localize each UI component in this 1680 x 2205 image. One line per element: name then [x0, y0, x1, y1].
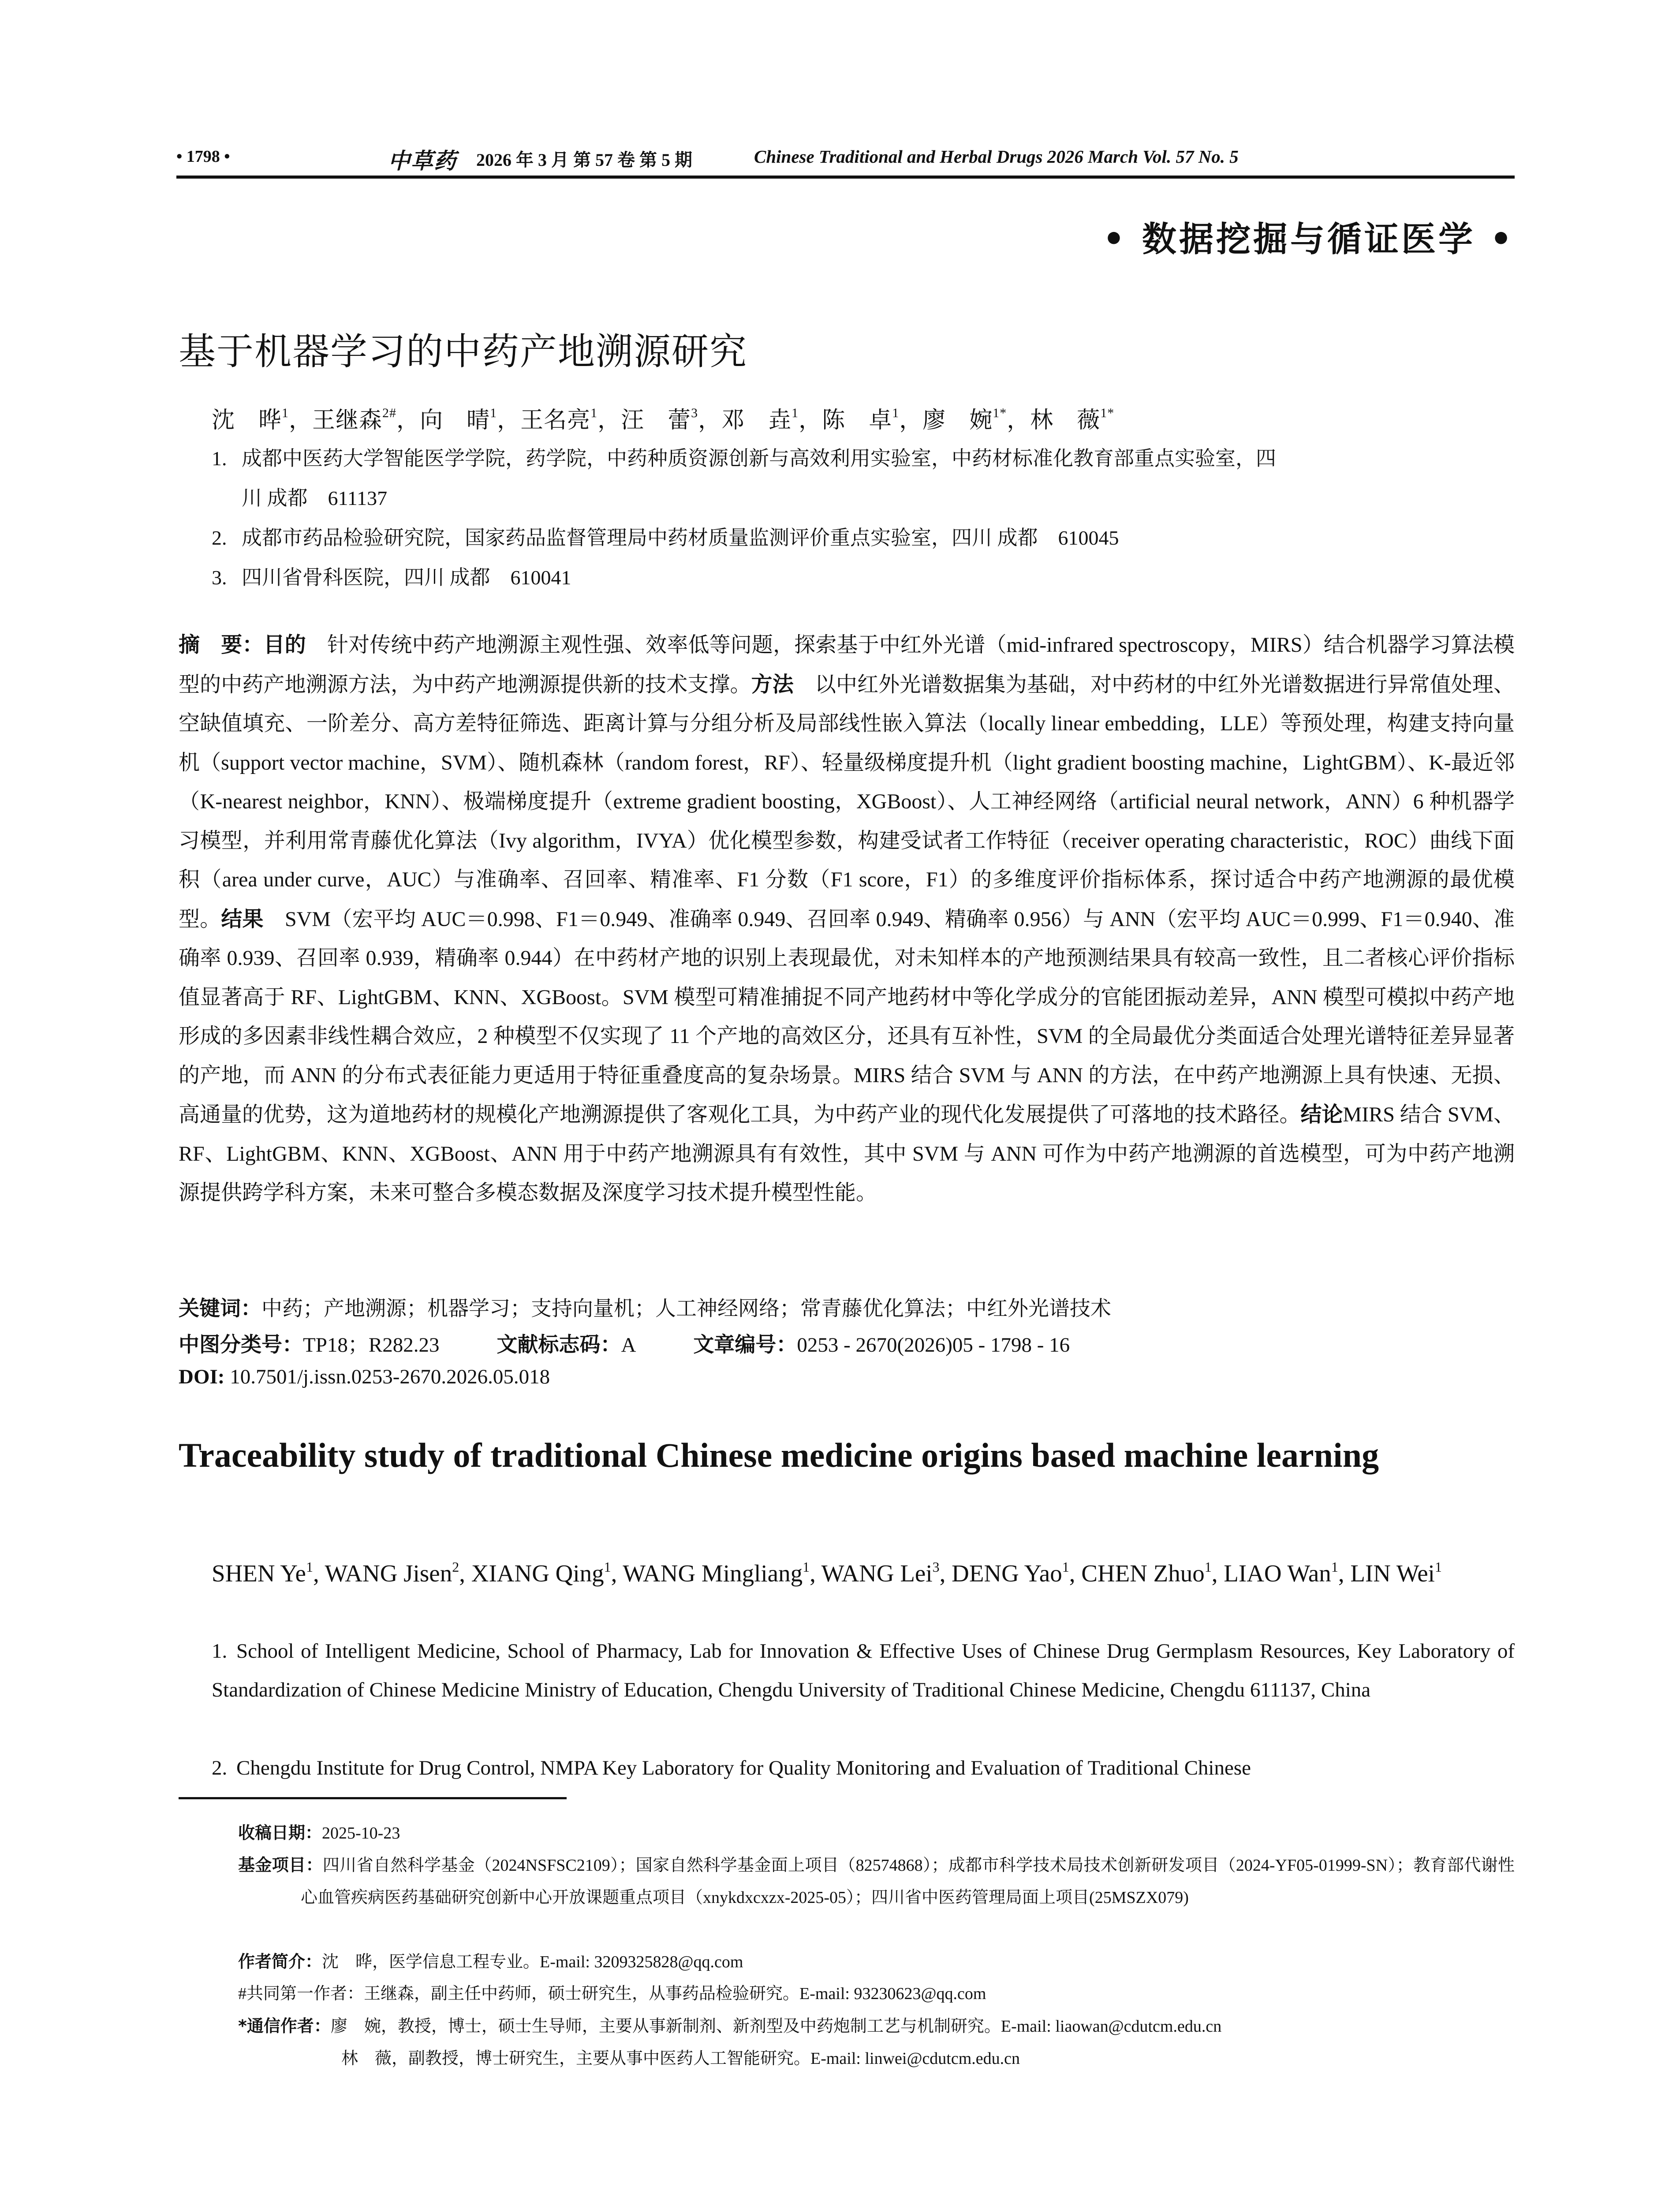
results-text: SVM（宏平均 AUC＝0.998、F1＝0.949、准确率 0.949、召回率 0.949、精确率 0.956）与 ANN（宏平均 AUC＝0.999、F1＝0.940、准确率 0.939、召回率 0.939，精确率 0.944）在中药材产地的识别上表现最优，对未知样本的产地预测结果具有较高一致性，且二者核心评价指标值显著高于 RF、LightGBM、KNN、XGBoost。SVM 模型可精准捕捉不同产地药材中等化学成分的官能团振动差异，ANN 模型可模拟中药产地形成的多因素非线性耦合效应，2 种模型不仅实现了 11 个产地的高效区分，还具有互补性，SVM 的全局最优分类面适合处理光谱特征差异显著的产地，而 ANN 的分布式表征能力更适用于特征重叠度高的复杂场景。MIRS 结合 SVM 与 ANN 的方法，在中药产地溯源上具有快速、无损、高通量的优势，这为道地药材的规模化产地溯源提供了客观化工具，为中药产业的现代化发展提供了可落地的技术路径。: [179, 907, 1515, 1126]
methods-text: 以中红外光谱数据集为基础，对中药材的中红外光谱数据进行异常值处理、空缺值填充、一阶差分、高方差特征筛选、距离计算与分组分析及局部线性嵌入算法（locally linear embedding，LLE）等预处理，构建支持向量机（support vector machine，SVM）、随机森林（random forest，RF）、轻量级梯度提升机（light gradient boosting machine，LightGBM）、K-最近邻（K-nearest neighbor，KNN）、极端梯度提升（extreme gradient boosting，XGBoost）、人工神经网络（artificial neural network，ANN）6 种机器学习模型，并利用常青藤优化算法（Ivy algorithm，IVYA）优化模型参数，构建受试者工作特征（receiver operating characteristic，ROC）曲线下面积（area under curve，AUC）与准确率、召回率、精准率、F1 分数（F1 score，F1）的多维度评价指标体系，探讨适合中药产地溯源的最优模型。: [179, 673, 1515, 931]
author-name: WANG Mingliang: [623, 1560, 803, 1587]
author-affiliation-mark: 1: [1062, 1559, 1069, 1575]
author-separator: ，: [899, 408, 923, 433]
author-name: 向 晴: [420, 408, 490, 433]
author-separator: ,: [459, 1560, 471, 1587]
author-name: 廖 婉: [922, 408, 993, 433]
author-list-cn: [212, 401, 1114, 434]
footnote-cofirst: [238, 1978, 1515, 2010]
author-separator: ,: [611, 1560, 623, 1587]
author-name: 林 薇: [1030, 408, 1101, 433]
author-name: CHEN Zhuo: [1081, 1560, 1205, 1587]
author-separator: ,: [1211, 1560, 1224, 1587]
affiliation-cn-1: [212, 439, 1512, 518]
footnote-rule: [179, 1797, 567, 1799]
corr-text-2: 林 薇，副教授，博士研究生，主要从事中医药人工智能研究。E-mail: linwei@cdutcm.edu.cn: [341, 2049, 1020, 2068]
affiliation-number: 1.: [212, 447, 227, 470]
affiliation-cn-2: [212, 518, 1512, 558]
corr-label: *通信作者：: [238, 2016, 331, 2036]
footnote-received: [238, 1817, 1515, 1850]
article-title-en: Traceability study of traditional Chinese medicine origins based machine learning: [179, 1436, 1379, 1474]
article-no-label: 文章编号：: [693, 1333, 797, 1357]
author-name: DENG Yao: [952, 1560, 1062, 1587]
classification-line: [179, 1328, 1070, 1358]
bio-label: 作者简介：: [238, 1952, 322, 1971]
purpose-text: 针对传统中药产地溯源主观性强、效率低等问题，探索基于中红外光谱（mid-infrared spectroscopy，MIRS）结合机器学习算法模型的中药产地溯源方法，为中药产地溯源提供新的技术支撑。: [179, 633, 1515, 696]
author-name: LIN Wei: [1350, 1560, 1435, 1587]
author-separator: ，: [396, 408, 420, 433]
author-affiliation-mark: 1: [1204, 1559, 1212, 1575]
author-list-en: [212, 1548, 1515, 1592]
author-affiliation-mark: 1: [1434, 1559, 1442, 1575]
author-affiliation-mark: 1: [306, 1559, 313, 1575]
doc-code-value: A: [621, 1334, 636, 1357]
author-affiliation-mark: 1: [791, 406, 799, 420]
footnote-fund: [238, 1849, 1515, 1914]
fund-text: 四川省自然科学基金（2024NSFSC2109）；国家自然科学基金面上项目（82574868）；成都市科学技术局技术创新研发项目（2024-YF05-01999-SN）；教育部代谢性心血管疾病医药基础研究创新中心开放课题重点项目（xnykdxcxzx-2025-05）；四川省中医药管理局面上项目(25MSZX079): [301, 1856, 1515, 1907]
author-separator: ,: [810, 1560, 821, 1587]
affiliation-text: 成都中医药大学智能医学学院，药学院，中药种质资源创新与高效利用实验室，中药材标准化教育部重点实验室，四: [242, 447, 1276, 470]
author-separator: ，: [289, 408, 313, 433]
purpose-label: 目的: [263, 632, 306, 657]
author-affiliation-mark: 1: [604, 1559, 611, 1575]
conclusion-label: 结论: [1300, 1102, 1343, 1127]
cofirst-text: 王继森，副主任中药师，硕士研究生，从事药品检验研究。E-mail: 93230623@qq.com: [364, 1984, 986, 2003]
clc-value: TP18；R282.23: [303, 1334, 440, 1357]
author-affiliation-mark: 1*: [1100, 406, 1115, 420]
author-name: 王名亮: [520, 408, 591, 433]
author-separator: ,: [313, 1560, 325, 1587]
affiliation-text: Chengdu Institute for Drug Control, NMPA Key Laboratory for Quality Monitoring and Evaluation of Traditional Chinese: [236, 1757, 1251, 1779]
author-separator: ,: [939, 1560, 952, 1587]
article-title-cn: 基于机器学习的中药产地溯源研究: [179, 330, 748, 373]
affiliation-number: 2.: [212, 527, 227, 549]
received-date: 2025-10-23: [322, 1824, 400, 1842]
affiliation-cn-3: [212, 558, 1512, 598]
affiliation-number: 1.: [212, 1640, 228, 1663]
article-no-value: 0253 - 2670(2026)05 - 1798 - 16: [797, 1334, 1070, 1357]
author-affiliation-mark: 1: [282, 406, 289, 420]
issue-cn: 2026 年 3 月 第 57 卷 第 5 期: [476, 150, 692, 170]
footnote-bio: [238, 1946, 1515, 1978]
author-affiliation-mark: 1: [490, 406, 497, 420]
author-separator: ，: [497, 408, 521, 433]
issue-en: Chinese Traditional and Herbal Drugs 2026 March Vol. 57 No. 5: [754, 146, 1239, 167]
author-affiliation-mark: 1: [1331, 1559, 1338, 1575]
author-separator: ，: [799, 408, 822, 433]
author-name: SHEN Ye: [212, 1560, 306, 1587]
author-name: 王继森: [312, 408, 383, 433]
author-name: LIAO Wan: [1224, 1560, 1331, 1587]
keywords-label: 关键词：: [179, 1297, 261, 1321]
conclusion-text: MIRS 结合 SVM、RF、LightGBM、KNN、XGBoost、ANN 用于中药产地溯源具有有效性，其中 SVM 与 ANN 可作为中药产地溯源的首选模型，可为中药产地溯源提供跨学科方案，未来可整合多模态数据及深度学习技术提升模型性能。: [179, 1103, 1515, 1204]
corr-text-1: 廖 婉，教授，博士，硕士生导师，主要从事新制剂、新剂型及中药炮制工艺与机制研究。E-mail: liaowan@cdutcm.edu.cn: [330, 2017, 1222, 2036]
column-heading: • 数据挖掘与循证医学 •: [1102, 220, 1515, 259]
author-name: 沈 晔: [212, 408, 282, 433]
doc-code-label: 文献标志码：: [497, 1333, 621, 1357]
methods-label: 方法: [751, 672, 794, 697]
cofirst-label: #共同第一作者：: [238, 1984, 364, 2003]
keywords: [179, 1292, 1111, 1322]
author-separator: ，: [1007, 408, 1030, 433]
author-affiliation-mark: 3: [932, 1559, 940, 1575]
author-separator: ，: [597, 408, 621, 433]
affiliation-text-cont: 川 成都 611137: [242, 487, 388, 509]
affiliation-en-1: [212, 1632, 1515, 1709]
author-separator: ,: [1338, 1560, 1351, 1587]
author-name: 邓 垚: [721, 408, 792, 433]
author-name: 汪 蕾: [621, 408, 691, 433]
header-rule: [176, 176, 1515, 179]
doi-line: [179, 1365, 550, 1389]
author-affiliation-mark: 1: [803, 1559, 810, 1575]
author-separator: ,: [1069, 1560, 1082, 1587]
bio-text: 沈 晔，医学信息工程专业。E-mail: 3209325828@qq.com: [322, 1953, 743, 1971]
author-affiliation-mark: 3: [691, 406, 698, 420]
page-number: • 1798 •: [176, 147, 230, 166]
author-separator: ，: [698, 408, 722, 433]
footnote-corresponding: [238, 2010, 1515, 2075]
affiliation-number: 2.: [212, 1757, 228, 1779]
author-name: WANG Lei: [821, 1560, 933, 1587]
journal-logo: 中草药: [388, 149, 457, 173]
keywords-text: 中药；产地溯源；机器学习；支持向量机；人工神经网络；常青藤优化算法；中红外光谱技术: [261, 1297, 1111, 1320]
abstract-label: 摘 要：: [179, 632, 264, 657]
author-affiliation-mark: 1: [590, 406, 598, 420]
author-name: 陈 卓: [822, 408, 892, 433]
author-name: WANG Jisen: [325, 1560, 452, 1587]
author-name: XIANG Qing: [471, 1560, 604, 1587]
abstract: [179, 625, 1515, 1213]
author-affiliation-mark: 1: [892, 406, 900, 420]
results-label: 结果: [221, 906, 264, 931]
author-affiliation-mark: 2#: [382, 406, 397, 420]
affiliation-number: 3.: [212, 566, 227, 589]
doi-label: DOI:: [179, 1365, 225, 1388]
fund-label: 基金项目：: [238, 1855, 323, 1875]
received-label: 收稿日期：: [238, 1823, 322, 1842]
clc-label: 中图分类号：: [179, 1333, 303, 1357]
author-affiliation-mark: 1*: [993, 406, 1007, 420]
affiliation-text: 成都市药品检验研究院，国家药品监督管理局中药材质量监测评价重点实验室，四川 成都 610045: [242, 527, 1119, 549]
affiliation-text: School of Intelligent Medicine, School of Pharmacy, Lab for Innovation & Effective Uses of Chinese Drug Germplasm Resources, Key Laboratory of Standardization of Chinese Medicine Ministry of Education, Chengdu University of Traditional Chinese Medicine, Chengdu 611137, China: [212, 1640, 1515, 1701]
affiliation-text: 四川省骨科医院，四川 成都 610041: [242, 566, 571, 589]
running-header: [176, 143, 1515, 173]
author-affiliation-mark: 2: [452, 1559, 459, 1575]
doi-value[interactable]: 10.7501/j.issn.0253-2670.2026.05.018: [230, 1365, 550, 1388]
affiliation-en-2: [212, 1749, 1515, 1787]
